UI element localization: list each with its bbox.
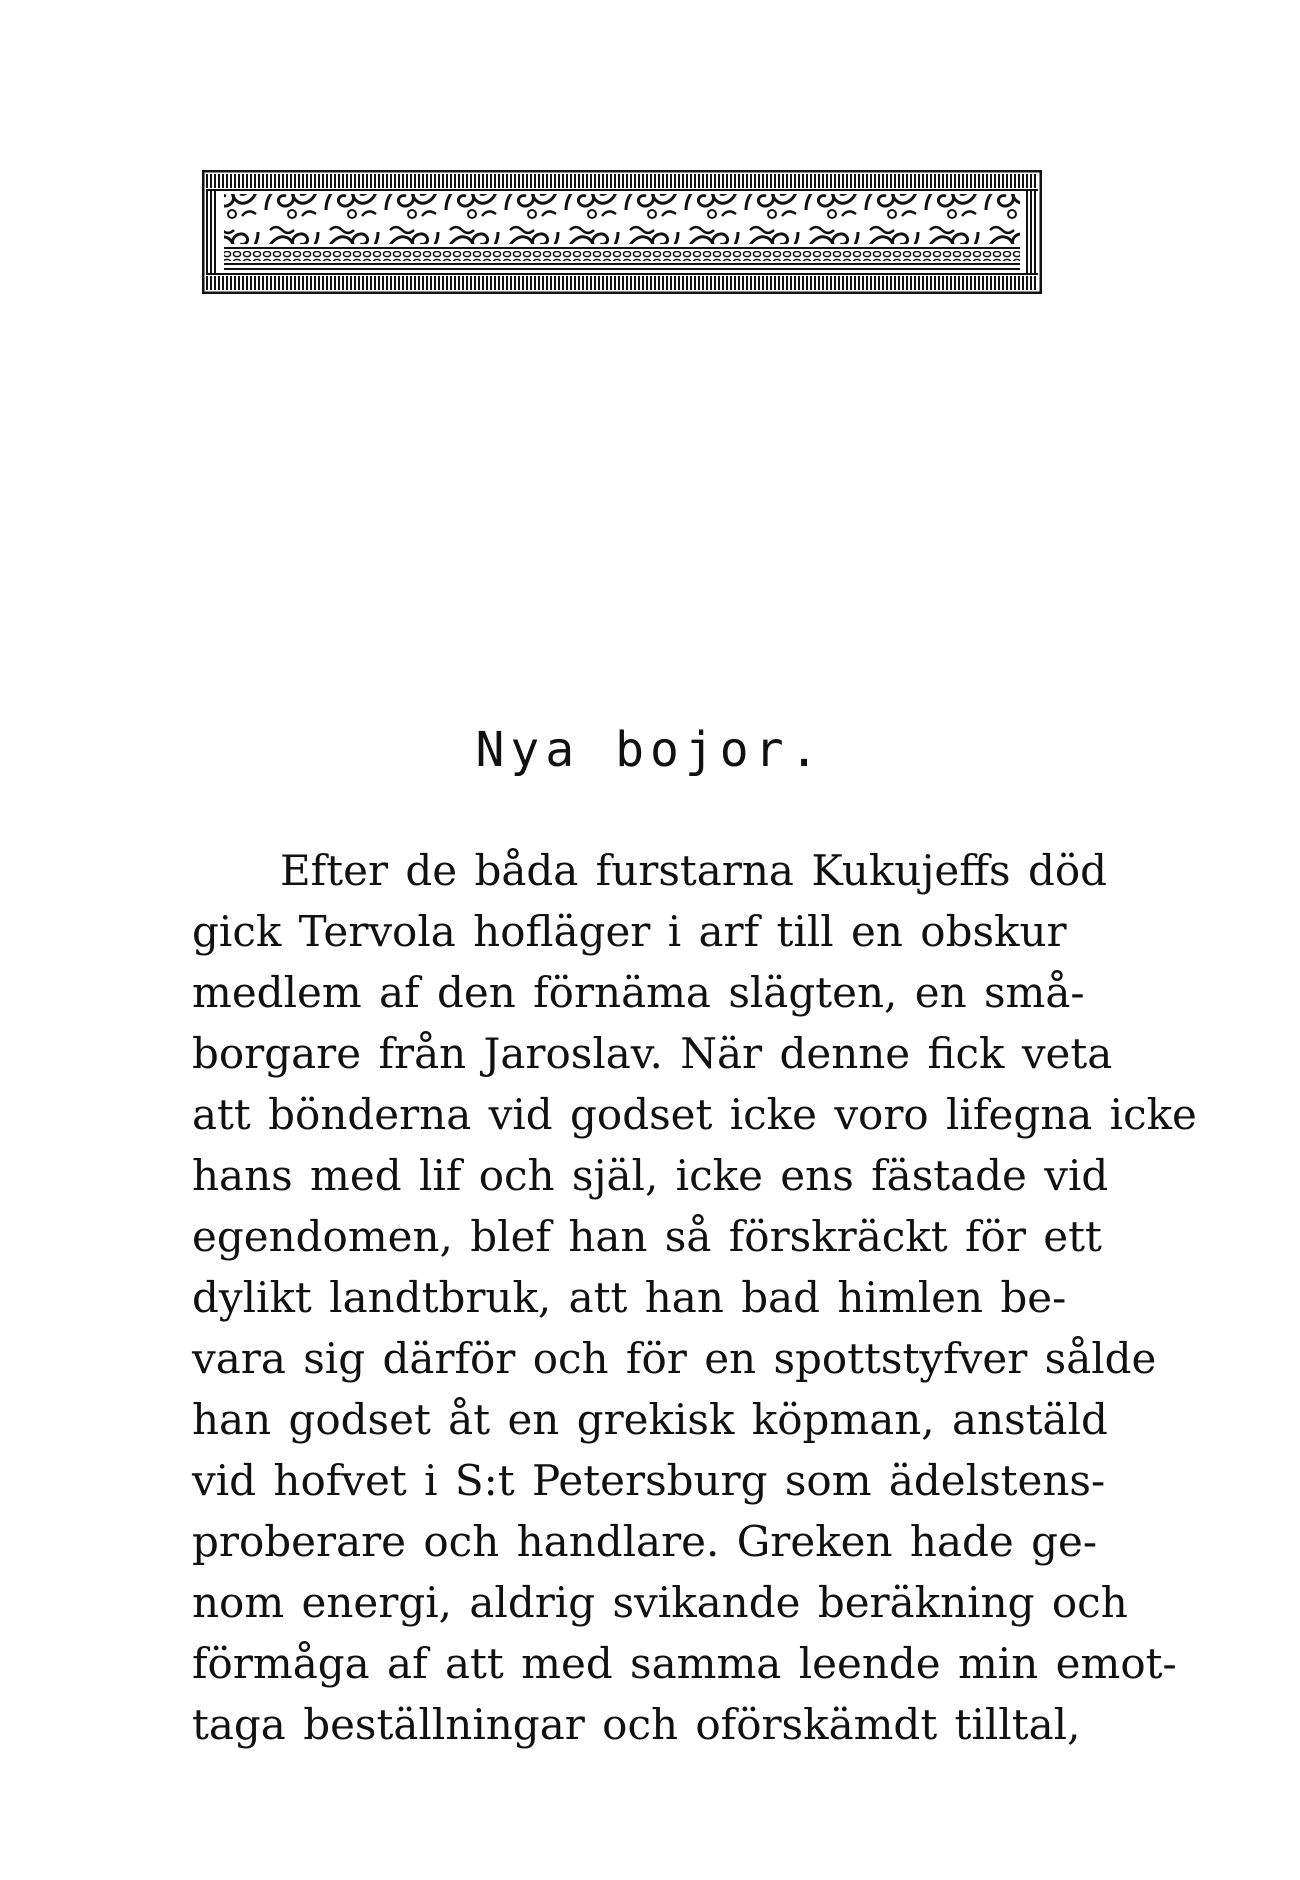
- text-line: förmåga af att med samma leende min emot-: [192, 1639, 1177, 1688]
- text-line: nom energi, aldrig svikande beräkning och: [192, 1578, 1128, 1627]
- page-title: Nya bojor.: [475, 722, 825, 778]
- body-paragraph: [192, 840, 1197, 1755]
- text-line: medlem af den förnäma slägten, en små-: [192, 968, 1085, 1017]
- text-line: hans med lif och själ, icke ens fästade vid: [192, 1151, 1109, 1200]
- text-line: taga beställningar och oförskämdt tilltal,: [192, 1700, 1081, 1749]
- text-line: egendomen, blef han så förskräckt för ett: [192, 1212, 1102, 1261]
- text-line: gick Tervola hofläger i arf till en obskur: [192, 907, 1067, 956]
- decorative-headpiece-icon: [202, 170, 1042, 294]
- text-line: dylikt landtbruk, att han bad himlen be-: [192, 1273, 1067, 1322]
- text-line: vid hofvet i S:t Petersburg som ädelstens-: [192, 1456, 1106, 1505]
- text-line: vara sig därför och för en spottstyfver sålde: [192, 1334, 1157, 1383]
- text-line: Efter de båda furstarna Kukujeffs död: [280, 846, 1108, 895]
- text-line: proberare och handlare. Greken hade ge-: [192, 1517, 1098, 1566]
- text-line: borgare från Jaroslav. När denne fick veta: [192, 1029, 1113, 1078]
- text-line: han godset åt en grekisk köpman, anstäld: [192, 1395, 1108, 1444]
- text-line: att bönderna vid godset icke voro lifegna icke: [192, 1090, 1197, 1139]
